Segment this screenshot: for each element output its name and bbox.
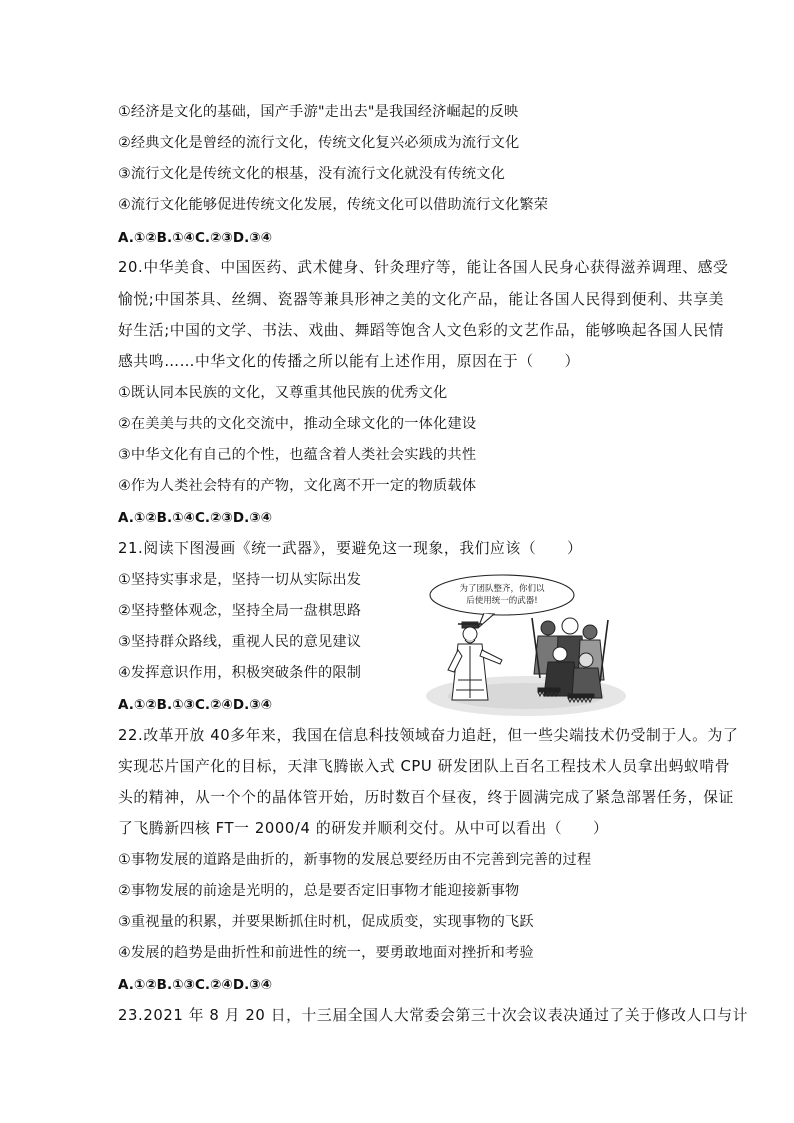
q19-option-4: ④流行文化能够促进传统文化发展，传统文化可以借助流行文化繁荣 xyxy=(118,197,549,213)
q19-option-3: ③流行文化是传统文化的根基，没有流行文化就没有传统文化 xyxy=(118,166,505,182)
q22-stem-line-4: 了飞腾新四核 FT一 2000/4 的研发并顺利交付。从中可以看出（ ） xyxy=(118,820,609,837)
speech-line-2: 后使用统一的武器! xyxy=(466,596,538,606)
q22-option-1: ①事物发展的道路是曲折的，新事物的发展总要经历由不完善到完善的过程 xyxy=(118,852,592,868)
cartoon-unified-weapons xyxy=(418,570,630,720)
q20-option-1: ①既认同本民族的文化，又尊重其他民族的优秀文化 xyxy=(118,385,448,401)
q22-stem-line-2: 实现芯片国产化的目标，天津飞腾嵌入式 CPU 研发团队上百名工程技术人员拿出蚂蚁啃骨 xyxy=(118,758,731,775)
q22-option-2: ②事物发展的前途是光明的，总是要否定旧事物才能迎接新事物 xyxy=(118,883,520,899)
q20-option-2: ②在美美与共的文化交流中，推动全球文化的一体化建设 xyxy=(118,416,477,432)
q22-answers: A.①②B.①③C.②④D.③④ xyxy=(118,977,273,993)
q22-stem-line-1: 22.改革开放 40多年来，我国在信息科技领域奋力追赶，但一些尖端技术仍受制于人。为了 xyxy=(118,727,739,744)
q20-stem-line-4: 感共鸣……中华文化的传播之所以能有上述作用，原因在于（ ） xyxy=(118,353,580,370)
q22-stem-line-3: 头的精神，从一个个的晶体管开始，历时数百个昼夜，终于圆满完成了紧急部署任务，保证 xyxy=(118,789,734,806)
q20-stem-line-3: 好生活;中国的文学、书法、戏曲、舞蹈等饱含人文色彩的文艺作品，能够唤起各国人民情 xyxy=(118,322,725,339)
q19-option-2: ②经典文化是曾经的流行文化，传统文化复兴必须成为流行文化 xyxy=(118,135,520,151)
q19-option-1: ①经济是文化的基础，国产手游"走出去"是我国经济崛起的反映 xyxy=(118,104,519,120)
q20-stem-line-1: 20.中华美食、中国医药、武术健身、针灸理疗等，能让各国人民身心获得滋养调理、感受 xyxy=(118,259,729,276)
warriors-group xyxy=(532,618,608,702)
q22-option-3: ③重视量的积累，并要果断抓住时机，促成质变，实现事物的飞跃 xyxy=(118,914,534,930)
q20-answers: A.①②B.①④C.②③D.③④ xyxy=(118,510,273,526)
speech-line-1: 为了团队整齐，你们以 xyxy=(459,584,545,594)
q23-stem-line-1: 23.2021 年 8 月 20 日，十三届全国人大常委会第三十次会议表决通过了关于修改人口与计 xyxy=(118,1007,749,1024)
q20-option-4: ④作为人类社会特有的产物，文化离不开一定的物质载体 xyxy=(118,478,477,494)
q19-answers: A.①②B.①④C.②③D.③④ xyxy=(118,230,273,246)
q20-option-3: ③中华文化有自己的个性，也蕴含着人类社会实践的共性 xyxy=(118,447,477,463)
q21-option-1: ①坚持实事求是，坚持一切从实际出发 xyxy=(118,572,362,588)
q21-option-2: ②坚持整体观念，坚持全局一盘棋思路 xyxy=(118,603,362,619)
q21-option-4: ④发挥意识作用，积极突破条件的限制 xyxy=(118,665,362,681)
q21-answers: A.①②B.①③C.②④D.③④ xyxy=(118,697,273,713)
q20-stem-line-2: 愉悦;中国茶具、丝绸、瓷器等兼具形神之美的文化产品，能让各国人民得到便利、共享美 xyxy=(118,291,725,308)
q21-option-3: ③坚持群众路线，重视人民的意见建议 xyxy=(118,634,362,650)
q21-stem: 21.阅读下图漫画《统一武器》，要避免这一现象，我们应该（ ） xyxy=(118,540,583,557)
q22-option-4: ④发展的趋势是曲折性和前进性的统一，要勇敢地面对挫折和考验 xyxy=(118,945,534,961)
